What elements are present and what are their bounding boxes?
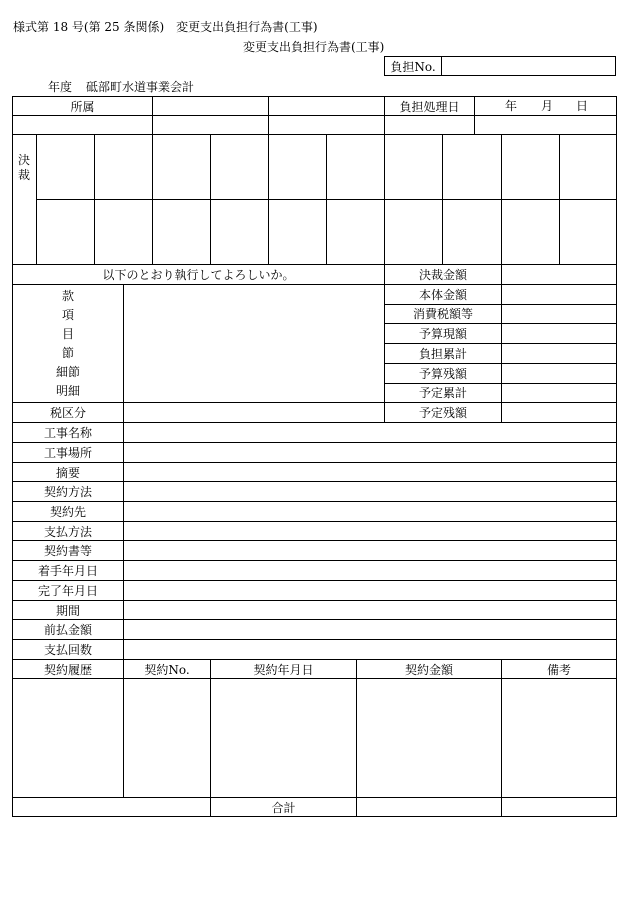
date-year: 年 bbox=[505, 99, 518, 113]
fiscal-year-label: 年度 bbox=[48, 80, 73, 94]
amount-label-budget-remaining: 予算残額 bbox=[418, 367, 467, 381]
budget-item-kou: 項 bbox=[61, 308, 74, 322]
detail-contract-docs: 契約書等 bbox=[43, 544, 92, 558]
detail-summary: 摘要 bbox=[55, 465, 80, 480]
history-total-label: 合計 bbox=[271, 800, 296, 815]
approval-block bbox=[12, 96, 617, 265]
budget-item-kan: 款 bbox=[61, 289, 74, 303]
detail-completion-date: 完了年月日 bbox=[37, 584, 98, 598]
budget-item-setsu: 節 bbox=[61, 346, 74, 360]
history-header-remarks: 備考 bbox=[546, 662, 571, 677]
decision-label: 決 裁 bbox=[17, 153, 30, 182]
history-header-history: 契約履歴 bbox=[43, 662, 92, 677]
amount-label-decision: 決裁金額 bbox=[418, 268, 467, 282]
history-header-contract-date: 契約年月日 bbox=[253, 662, 314, 677]
budget-item-saisetsu: 細節 bbox=[55, 365, 80, 379]
detail-contractor: 契約先 bbox=[49, 505, 86, 519]
history-header-contract-amount: 契約金額 bbox=[404, 662, 453, 677]
process-date-label: 負担処理日 bbox=[399, 99, 460, 114]
budget-item-meisai: 明細 bbox=[55, 384, 80, 398]
detail-start-date: 着手年月日 bbox=[37, 564, 98, 578]
amount-label-burden-cumulative: 負担累計 bbox=[418, 347, 467, 361]
detail-contract-method: 契約方法 bbox=[43, 485, 92, 499]
amount-label-planned-cumulative: 予定累計 bbox=[418, 386, 467, 400]
budget-item-moku: 目 bbox=[61, 327, 74, 341]
detail-construction-name: 工事名称 bbox=[43, 426, 92, 440]
amount-label-principal: 本体金額 bbox=[418, 288, 467, 302]
tax-category-label: 税区分 bbox=[49, 406, 86, 420]
amount-label-planned-remaining: 予定残額 bbox=[418, 406, 467, 420]
contract-history-table bbox=[12, 659, 617, 817]
detail-advance-payment: 前払金額 bbox=[43, 623, 92, 637]
detail-construction-site: 工事場所 bbox=[43, 446, 92, 460]
amount-label-tax: 消費税額等 bbox=[412, 307, 473, 321]
form-title: 変更支出負担行為書(工事) bbox=[243, 40, 385, 54]
burden-number-field[interactable] bbox=[442, 57, 615, 75]
execution-prompt: 以下のとおり執行してよろしいか。 bbox=[102, 268, 295, 282]
detail-payment-method: 支払方法 bbox=[43, 524, 92, 539]
burden-number-label: 負担No. bbox=[390, 59, 436, 74]
history-header-contract-no: 契約No. bbox=[144, 662, 190, 677]
detail-period: 期間 bbox=[55, 603, 80, 618]
date-month: 月 bbox=[541, 99, 554, 113]
account-name: 砥部町水道事業会計 bbox=[86, 80, 195, 94]
date-day: 日 bbox=[576, 99, 589, 113]
form-number: 様式第 18 号(第 25 条関係) 変更支出負担行為書(工事) bbox=[13, 20, 318, 34]
amount-label-budget-current: 予算現額 bbox=[418, 327, 467, 341]
affiliation-label: 所属 bbox=[70, 99, 95, 114]
detail-payment-count: 支払回数 bbox=[43, 643, 92, 657]
